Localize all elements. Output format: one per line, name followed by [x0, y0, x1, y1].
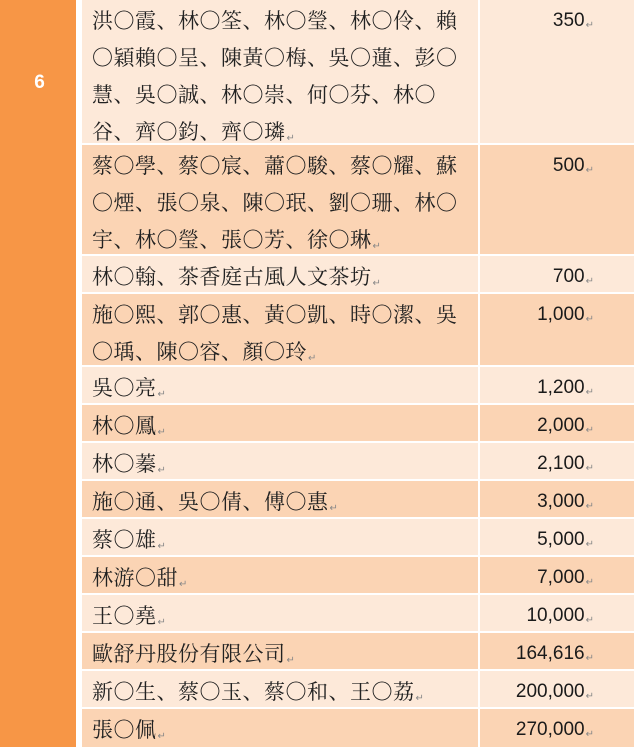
paragraph-mark-icon: ↵: [585, 425, 594, 436]
paragraph-mark-icon: ↵: [157, 427, 167, 438]
amount: 2,000: [537, 415, 585, 436]
donor-names: 洪〇霞、林〇筌、林〇瑩、林〇伶、賴〇穎賴〇呈、陳黃〇梅、吳〇蓮、彭〇慧、吳〇誠、林〇崇、何〇芬、林〇谷、齊〇鈞、齊〇璘: [92, 9, 458, 144]
donor-names-cell: [82, 519, 480, 555]
donor-names: 林〇鳳: [92, 414, 157, 438]
paragraph-mark-icon: ↵: [585, 276, 594, 287]
table-row: [82, 557, 634, 595]
amount-cell: [480, 443, 634, 479]
table-row: [82, 519, 634, 557]
table-row: [82, 405, 634, 443]
donor-names-cell: [82, 443, 480, 479]
amount-cell: [480, 557, 634, 593]
paragraph-mark-icon: ↵: [585, 729, 594, 740]
amount: 3,000: [537, 491, 585, 512]
amount: 7,000: [537, 567, 585, 588]
table-row: [82, 709, 634, 747]
paragraph-mark-icon: ↵: [179, 579, 188, 590]
table-row: [82, 256, 634, 294]
donor-names-cell: [82, 709, 480, 747]
group-index-cell: [0, 0, 79, 747]
paragraph-mark-icon: ↵: [585, 691, 594, 702]
donor-names: 張〇佩: [92, 718, 157, 742]
donor-names-cell: [82, 145, 480, 254]
paragraph-mark-icon: ↵: [157, 465, 167, 476]
donor-names-cell: [82, 557, 480, 593]
donor-names-cell: [82, 0, 480, 143]
donor-names: 施〇熙、郭〇惠、黃〇凱、時〇潔、吳〇瑀、陳〇容、顏〇玲: [92, 303, 458, 364]
donor-names: 蔡〇學、蔡〇宸、蕭〇駿、蔡〇耀、蘇〇煙、張〇泉、陳〇珉、劉〇珊、林〇宇、林〇瑩、張〇芳、徐〇琳: [92, 154, 458, 252]
amount-cell: [480, 709, 634, 747]
amount: 5,000: [537, 529, 585, 550]
donor-names: 吳〇亮: [92, 376, 157, 400]
donor-names: 蔡〇雄: [92, 528, 157, 552]
paragraph-mark-icon: ↵: [585, 314, 594, 325]
amount-cell: [480, 595, 634, 631]
amount: 700: [552, 266, 585, 287]
paragraph-mark-icon: ↵: [157, 731, 167, 742]
amount: 164,616: [515, 643, 585, 664]
paragraph-mark-icon: ↵: [585, 653, 594, 664]
amount: 1,200: [537, 377, 585, 398]
donor-names-cell: [82, 294, 480, 365]
amount-cell: [480, 256, 634, 292]
paragraph-mark-icon: ↵: [372, 241, 382, 252]
donor-names: 王〇堯: [92, 604, 157, 628]
donor-names-cell: [82, 405, 480, 441]
amount-cell: [480, 145, 634, 254]
amount-cell: [480, 367, 634, 403]
paragraph-mark-icon: ↵: [308, 353, 317, 364]
amount-cell: [480, 519, 634, 555]
paragraph-mark-icon: ↵: [585, 501, 594, 512]
paragraph-mark-icon: ↵: [585, 20, 594, 31]
table-row: [82, 595, 634, 633]
donor-names-cell: [82, 256, 480, 292]
amount: 10,000: [526, 605, 585, 626]
donor-names-cell: [82, 481, 480, 517]
amount-cell: [480, 633, 634, 669]
donor-names: 施〇通、吳〇倩、傅〇惠: [92, 490, 329, 514]
donor-names: 林游〇甜: [92, 566, 178, 590]
amount-cell: [480, 0, 634, 143]
donor-names-cell: [82, 367, 480, 403]
paragraph-mark-icon: ↵: [372, 278, 382, 289]
table-row: [82, 481, 634, 519]
table-row: [82, 145, 634, 256]
paragraph-mark-icon: ↵: [286, 655, 296, 666]
paragraph-mark-icon: ↵: [585, 463, 594, 474]
amount: 2,100: [537, 453, 585, 474]
amount-cell: [480, 671, 634, 707]
paragraph-mark-icon: ↵: [585, 165, 594, 176]
donor-names: 林〇蓁: [92, 452, 157, 476]
paragraph-mark-icon: ↵: [415, 693, 425, 704]
paragraph-mark-icon: ↵: [585, 577, 594, 588]
amount-cell: [480, 405, 634, 441]
table-row: [82, 633, 634, 671]
paragraph-mark-icon: ↵: [157, 389, 167, 400]
table-row: [82, 0, 634, 145]
table-row: [82, 443, 634, 481]
amount-cell: [480, 481, 634, 517]
table-row: [82, 367, 634, 405]
amount-cell: [480, 294, 634, 365]
donor-names-cell: [82, 595, 480, 631]
paragraph-mark-icon: ↵: [157, 541, 167, 552]
donor-names-cell: [82, 633, 480, 669]
amount: 1,000: [537, 304, 585, 325]
donor-names: 林〇翰、茶香庭古風人文茶坊: [92, 265, 372, 289]
paragraph-mark-icon: ↵: [585, 387, 594, 398]
group-number: 6: [34, 72, 45, 93]
paragraph-mark-icon: ↵: [157, 617, 167, 628]
amount: 270,000: [515, 719, 585, 740]
table-row: [82, 294, 634, 367]
paragraph-mark-icon: ↵: [585, 539, 594, 550]
donor-names: 歐舒丹股份有限公司: [92, 642, 286, 666]
amount: 350: [552, 10, 585, 31]
amount: 200,000: [515, 681, 585, 702]
paragraph-mark-icon: ↵: [286, 133, 296, 144]
donor-names: 新〇生、蔡〇玉、蔡〇和、王〇荔: [92, 680, 415, 704]
table-row: [82, 671, 634, 709]
paragraph-mark-icon: ↵: [585, 615, 594, 626]
amount: 500: [552, 155, 585, 176]
paragraph-mark-icon: ↵: [329, 503, 339, 514]
donor-names-cell: [82, 671, 480, 707]
